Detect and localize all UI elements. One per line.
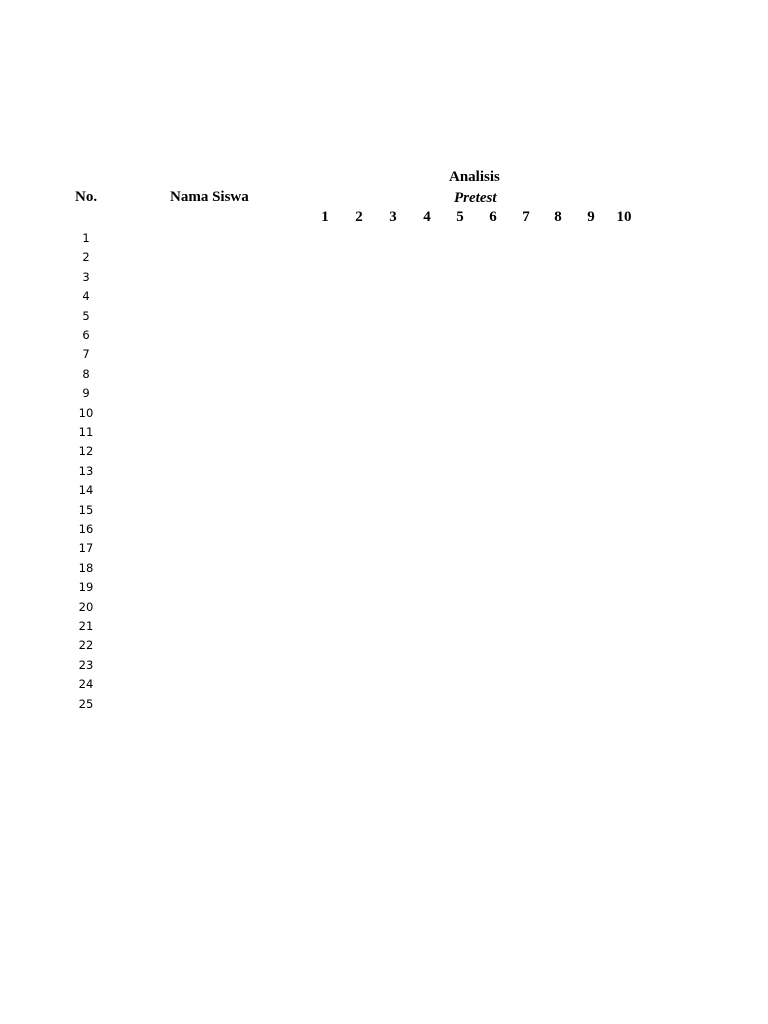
row-number: 18 xyxy=(78,560,94,575)
row-number: 23 xyxy=(78,657,94,672)
row-number: 4 xyxy=(82,289,90,304)
row-number: 14 xyxy=(78,483,94,498)
row-number: 3 xyxy=(82,269,90,284)
row-number: 21 xyxy=(78,619,94,633)
column-header-no: No. xyxy=(75,189,98,205)
row-number: 16 xyxy=(78,522,94,536)
question-number-header: 5 xyxy=(456,209,464,225)
row-number: 19 xyxy=(78,580,94,595)
row-number: 5 xyxy=(82,308,90,323)
column-header-nama-siswa: Nama Siswa xyxy=(170,189,249,205)
row-number: 12 xyxy=(78,444,94,459)
column-header-analisis: Analisis xyxy=(449,169,500,185)
question-number-header: 3 xyxy=(389,209,397,225)
row-number: 7 xyxy=(82,347,90,362)
row-number: 6 xyxy=(82,328,90,342)
row-number: 20 xyxy=(78,599,94,614)
row-number: 25 xyxy=(78,696,94,711)
row-number: 8 xyxy=(82,366,90,381)
question-number-header: 9 xyxy=(587,209,595,225)
question-number-header: 4 xyxy=(423,209,431,225)
column-header-pretest: Pretest xyxy=(454,190,497,206)
question-number-header: 7 xyxy=(522,209,530,225)
question-number-header: 6 xyxy=(489,209,497,225)
row-number: 24 xyxy=(78,677,94,692)
question-number-header: 8 xyxy=(554,209,562,225)
row-number: 11 xyxy=(78,425,94,439)
question-number-header: 1 xyxy=(321,209,329,225)
row-number: 17 xyxy=(78,541,94,556)
row-number: 22 xyxy=(78,638,94,653)
row-number: 10 xyxy=(78,405,94,420)
row-number: 9 xyxy=(82,386,90,401)
row-number: 2 xyxy=(82,250,90,265)
row-number: 13 xyxy=(78,463,94,478)
row-number: 1 xyxy=(82,231,90,245)
question-number-header: 2 xyxy=(355,209,363,225)
question-number-header: 10 xyxy=(616,209,632,225)
row-number: 15 xyxy=(78,502,94,517)
